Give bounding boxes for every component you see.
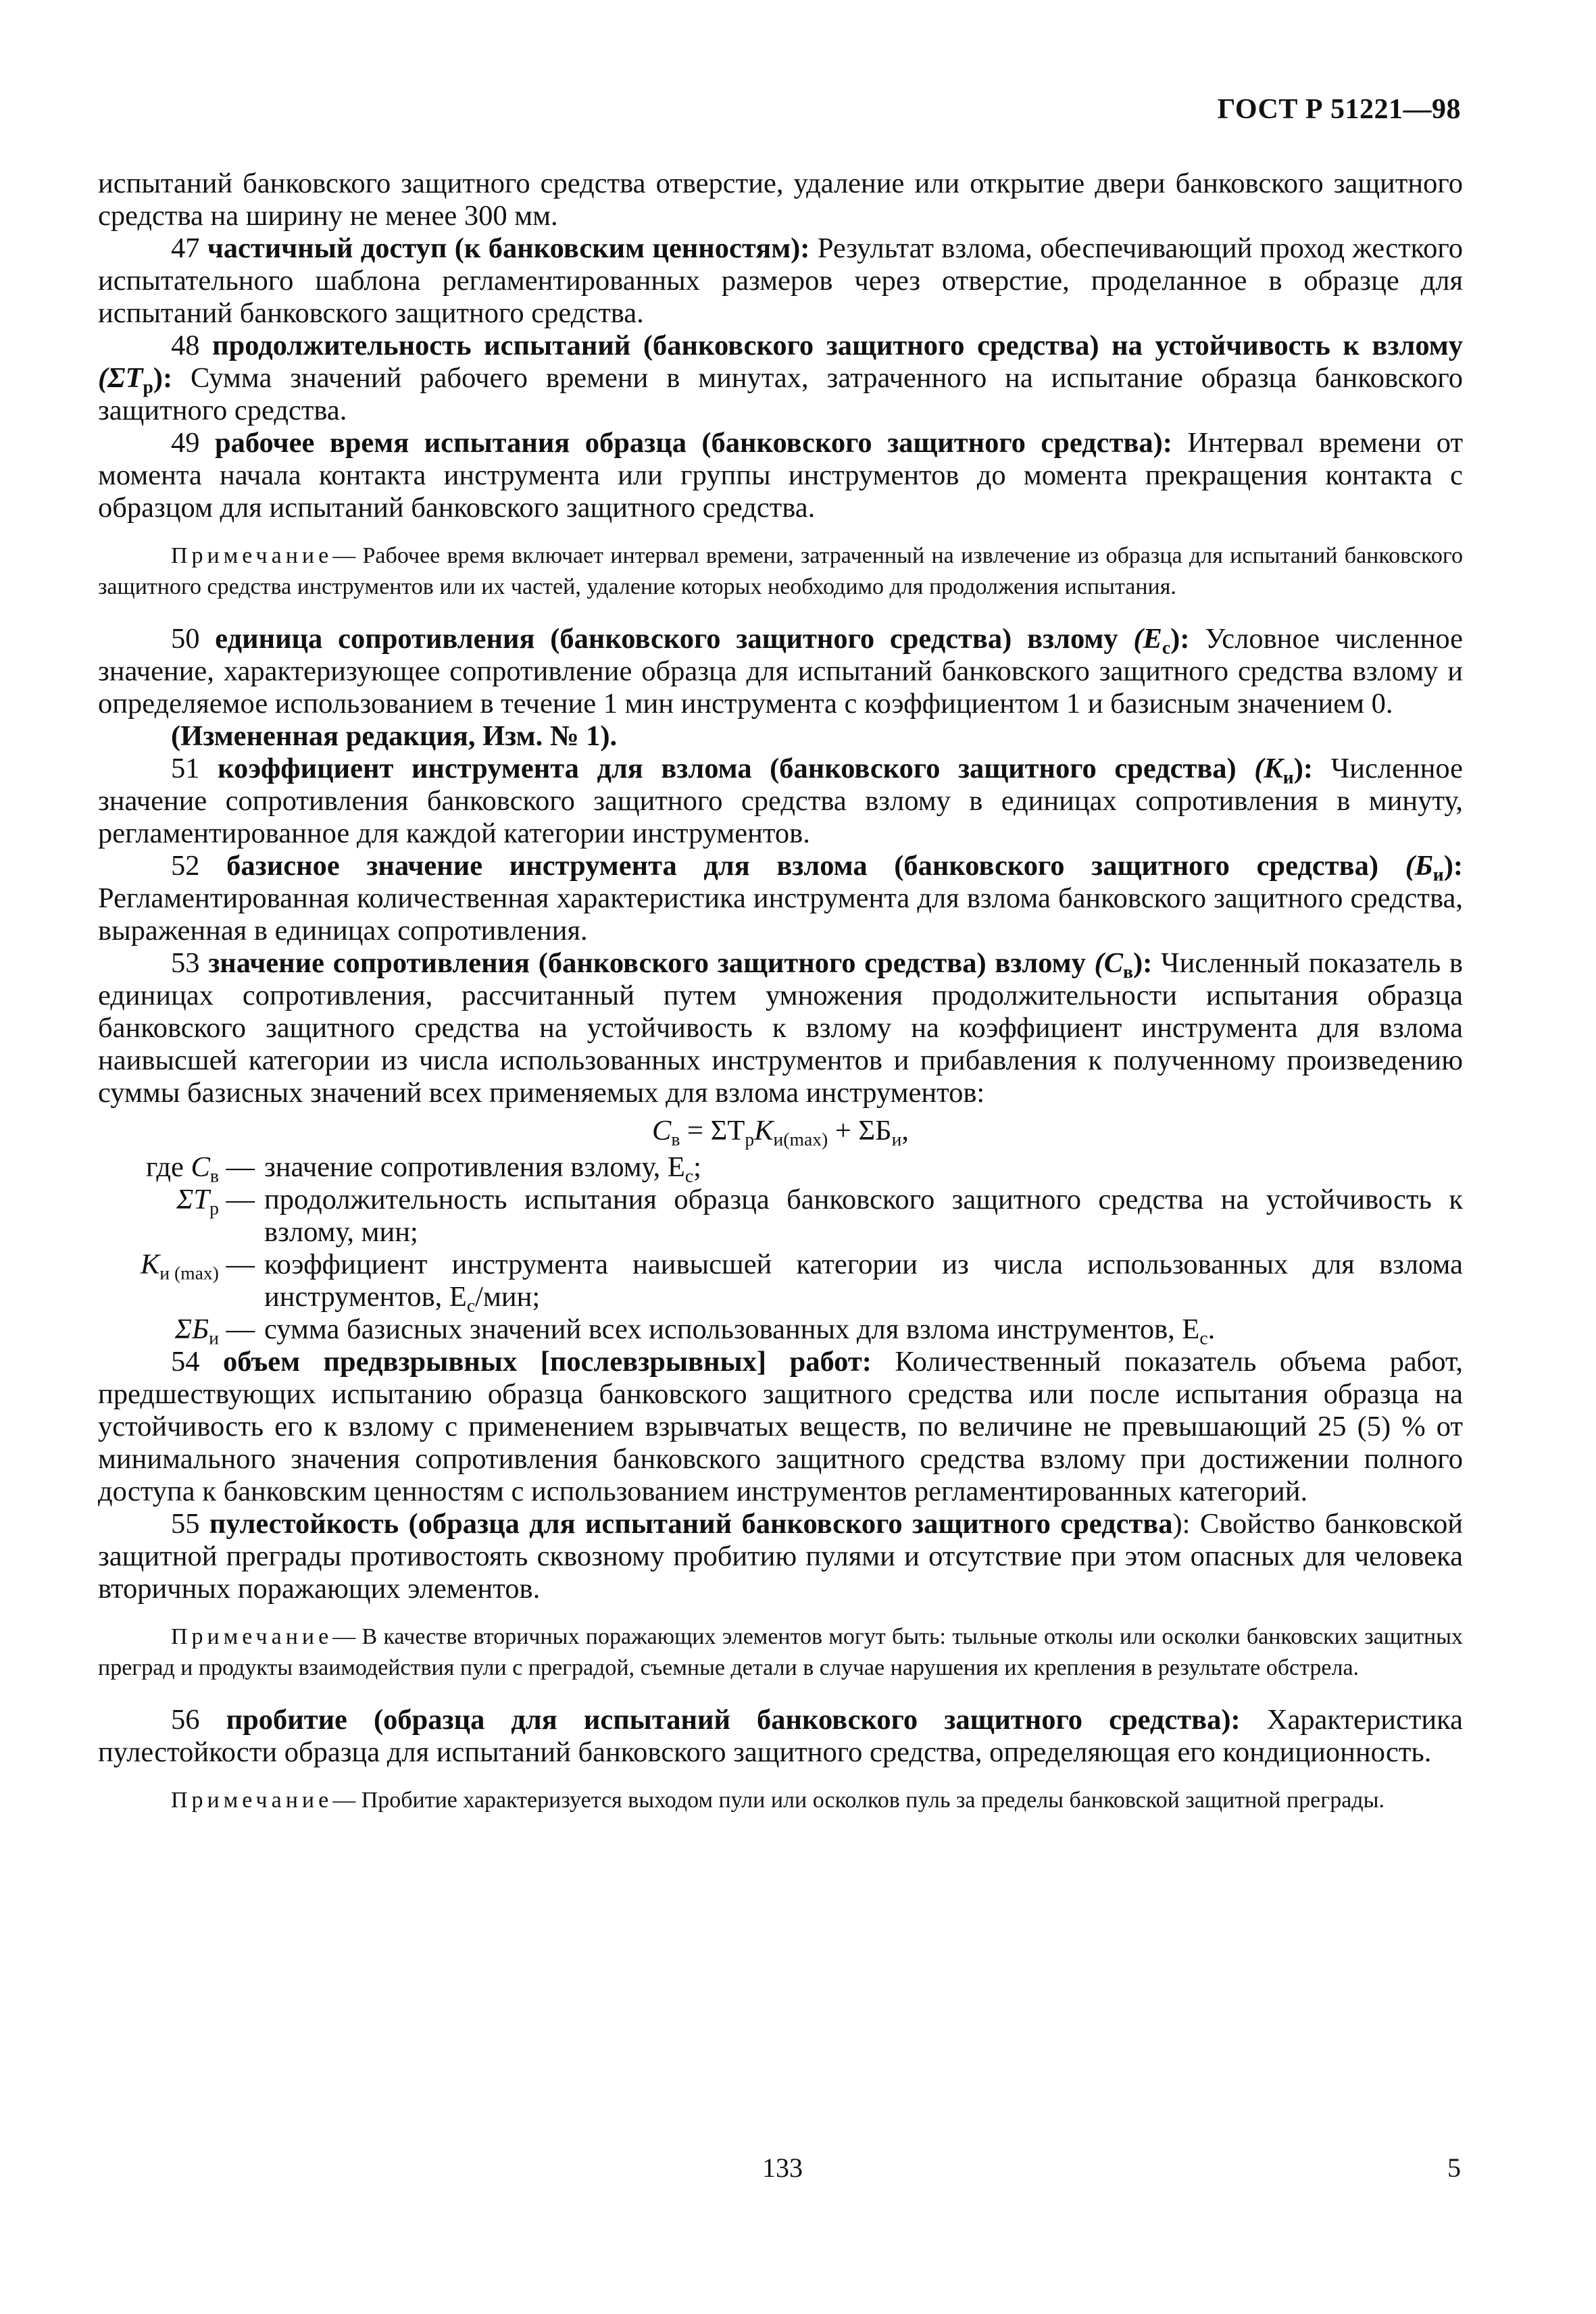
doc-header: ГОСТ Р 51221—98: [1217, 94, 1461, 125]
page-number-right: 5: [1447, 2153, 1461, 2183]
term-number: 53: [171, 947, 200, 979]
term-symbol: $(E_c)$:: [1133, 623, 1190, 658]
amendment-note: (Измененная редакция, Изм. № 1).: [171, 720, 618, 752]
term-title: продолжительность испытаний (банковского защитного средства) на устойчивость к взлому: [212, 330, 1464, 361]
term-definition: Характеристика пулестойкости образца для испытаний банковского защитного средства, определяющая его кондиционность.: [98, 1704, 1463, 1768]
term-symbol: $(K_и)$:: [1254, 753, 1314, 788]
term-number: 52: [171, 850, 200, 882]
term-55: 55 пулестойкость (образца для испытаний банковского защитного средства): Свойство банковской защитной преграды противостоять сквозному пробитию пулями и отсутствие при этом опасных для человека вторичных поражающих элементов.: [98, 1508, 1464, 1605]
term-number: 47: [171, 232, 200, 264]
term-number: 48: [171, 330, 200, 361]
term-number: 50: [171, 623, 200, 655]
term-title: базисное значение инструмента для взлома (банковского защитного средства): [226, 850, 1378, 882]
document-body: [98, 168, 1463, 1836]
term-definition: Интервал времени от момента начала контакта инструмента или группы инструментов до момента прекращения контакта с образцом для испытаний банковского защитного средства.: [98, 427, 1464, 524]
term-title: пробитие (образца для испытаний банковского защитного средства):: [226, 1704, 1241, 1736]
term-definition: Свойство банковской защитной преграды противостоять сквозному пробитию пулями и отсутствие при этом опасных для человека вторичных поражающих элементов.: [98, 1508, 1464, 1605]
term-number: 56: [171, 1704, 200, 1736]
term-number: 55: [171, 1508, 200, 1540]
term-title: значение сопротивления (банковского защитного средства) взлому: [208, 947, 1086, 979]
term-title: объем предвзрывных [послевзрывных] работ:: [223, 1346, 872, 1378]
note-2: [98, 1621, 1463, 1684]
term-49: [98, 427, 1463, 524]
term-symbol: $(Б_и)$:: [1405, 850, 1464, 885]
term-54: [98, 1346, 1463, 1508]
term-definition: Регламентированная количественная характеристика инструмента для взлома банковского защитного средства, выраженная в единицах сопротивления.: [98, 882, 1463, 947]
term-53: [98, 947, 1463, 1109]
formula: $C_в = \Sigma T_рK_{и(max)} + \Sigma Б_и$,: [652, 1115, 909, 1150]
term-title: частичный доступ (к банковским ценностям):: [207, 232, 810, 264]
term-title: рабочее время испытания образца (банковского защитного средства):: [214, 427, 1172, 459]
term-title: единица сопротивления (банковского защитного средства) взлому: [215, 623, 1118, 655]
term-48: [98, 330, 1463, 427]
definition-row: $\Sigma T_р$ — продолжительность испытания образца банковского защитного средства на устойчивость к взлому, мин;: [176, 1184, 1463, 1248]
note-label: Примечание: [171, 543, 333, 568]
formula-definitions: [98, 1151, 1463, 1349]
term-symbol: $(\Sigma T_р)$:: [98, 362, 173, 397]
term-definition: Сумма значений рабочего времени в минутах, затраченного на испытание образца банковского защитного средства.: [98, 362, 1463, 426]
term-56: [98, 1704, 1463, 1769]
term-definition: Результат взлома, обеспечивающий проход жесткого испытательного шаблона регламентированных размеров через отверстие, проделанное в образце для испытаний банковского защитного средства.: [98, 232, 1464, 329]
term-number: 51: [171, 753, 200, 784]
term-definition: Условное численное значение, характеризующее сопротивление образца для испытаний банковского защитного средства взлому и определяемое использованием в течение 1 мин инструмента с коэффициентом 1 и базисным значением 0.: [98, 623, 1464, 720]
note-label: Примечание: [171, 1788, 333, 1813]
term-definition: Количественный показатель объема работ, предшествующих испытанию образца банковского защитного средства или после испытания образца на устойчивость его к взлому с применением взрывчатых веществ, по величине не превышающий 25 (5) % от минимального значения сопротивления банковского защитного средства взлому при достижении полного доступа к банковским ценностям с использованием инструментов регламентированных категорий.: [98, 1346, 1463, 1507]
term-symbol: $(C_в)$:: [1094, 947, 1153, 982]
term-50: [98, 623, 1463, 720]
term-51: [98, 753, 1463, 850]
term-47: [98, 232, 1463, 330]
paragraph-continuation: испытаний банковского защитного средства отверстие, удаление или открытие двери банковского защитного средства на ширину не менее 300 мм.: [98, 168, 1463, 232]
note-text: — Пробитие характеризуется выходом пули или осколков пуль за пределы банковской защитной преграды.: [332, 1788, 1385, 1813]
definition-row: где $C_в$ — значение сопротивления взлому, $E_c$;: [146, 1151, 701, 1186]
term-title: пулестойкость (образца для испытаний банковского защитного средства: [209, 1508, 1173, 1540]
term-title: коэффициент инструмента для взлома (банковского защитного средства): [218, 753, 1237, 784]
note-text: — В качестве вторичных поражающих элементов могут быть: тыльные отколы или осколки банковских защитных преград и продукты взаимодействия пули с преградой, съемные детали в случае нарушения их крепления в результате обстрела.: [98, 1624, 1463, 1680]
note-text: — Рабочее время включает интервал времени, затраченный на извлечение из образца для испытаний банковского защитного средства инструментов или их частей, удаление которых необходимо для продолжения испытания.: [98, 543, 1463, 599]
term-definition: Численный показатель в единицах сопротивления, рассчитанный путем умножения продолжительности испытания образца банковского защитного средства на устойчивость к взлому на коэффициент инструмента для взлома наивысшей категории из числа использованных инструментов и прибавления к полученному произведению суммы базисных значений всех применяемых для взлома инструментов:: [98, 947, 1463, 1109]
term-number: 54: [171, 1346, 200, 1378]
note-3: [98, 1785, 1463, 1816]
note-label: Примечание: [171, 1624, 333, 1649]
term-definition: Численное значение сопротивления банковского защитного средства взлому в единицах сопротивления в минуту, регламентированное для каждой категории инструментов.: [98, 753, 1463, 849]
definition-row: $K_{и (max)}$ — коэффициент инструмента наивысшей категории из числа использованных для взлома инструментов, $E_c$/мин;: [140, 1249, 1463, 1316]
term-52: [98, 850, 1463, 947]
note-1: [98, 540, 1463, 603]
term-number: 49: [171, 427, 200, 459]
definition-row: $\Sigma Б_и$ — сумма базисных значений всех использованных для взлома инструментов, $E_c$.: [174, 1313, 1216, 1349]
page-number-center: 133: [762, 2153, 803, 2183]
